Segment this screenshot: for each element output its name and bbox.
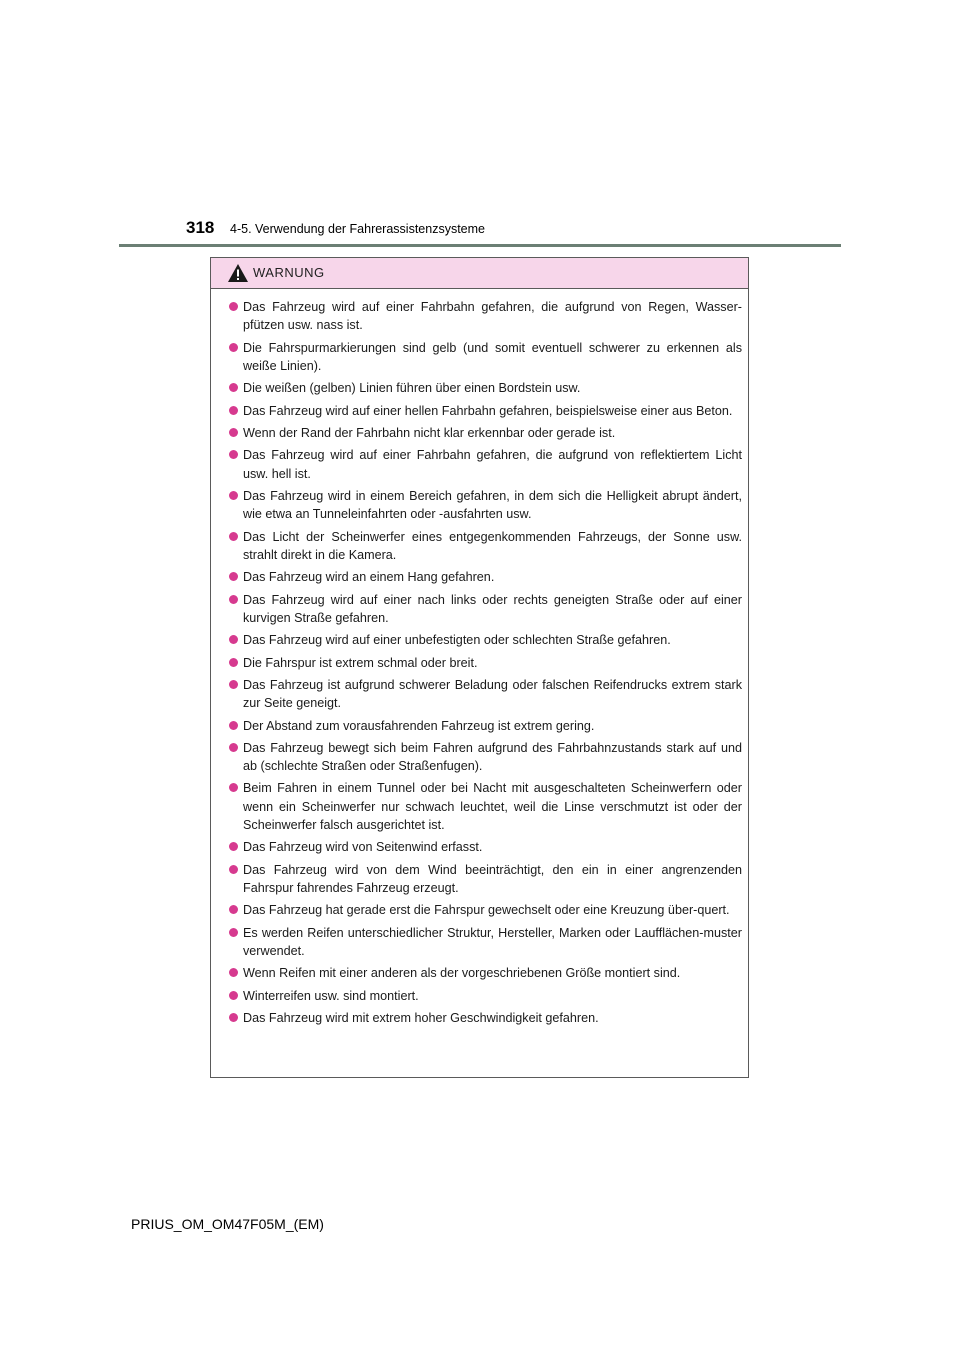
warning-item-text: Winterreifen usw. sind montiert. (243, 988, 419, 1003)
warning-item (229, 487, 742, 523)
warning-item-text: Das Fahrzeug wird auf einer nach links oder rechts geneigten Straße oder auf einer kurvigen Straße gefahren. (243, 592, 742, 625)
bullet-icon (229, 406, 238, 415)
warning-item (229, 676, 742, 712)
warning-item (229, 654, 742, 672)
warning-item-list (211, 289, 748, 1027)
warning-item-text: Es werden Reifen unterschiedlicher Struktur, Hersteller, Marken oder Laufflächen-muster verwendet. (243, 925, 742, 958)
warning-item-text: Wenn Reifen mit einer anderen als der vorgeschriebenen Größe montiert sind. (243, 966, 681, 981)
warning-item-text: Beim Fahren in einem Tunnel oder bei Nacht mit ausgeschalteten Scheinwerfern oder wenn ein Scheinwerfer nur schwach leuchtet, weil die Linse verschmutzt ist oder der Scheinwerfer falsch ausgerichtet ist. (243, 781, 742, 832)
warning-item-text: Das Fahrzeug wird auf einer unbefestigten oder schlechten Straße gefahren. (243, 633, 671, 648)
bullet-icon (229, 343, 238, 352)
document-code: PRIUS_OM_OM47F05M_(EM) (131, 1216, 324, 1232)
warning-item (229, 631, 742, 649)
bullet-icon (229, 783, 238, 792)
warning-header (211, 258, 748, 289)
warning-item (229, 1009, 742, 1027)
bullet-icon (229, 572, 238, 581)
bullet-icon (229, 302, 238, 311)
warning-item (229, 402, 742, 420)
warning-triangle-icon (227, 263, 249, 283)
warning-item (229, 861, 742, 897)
bullet-icon (229, 721, 238, 730)
bullet-icon (229, 991, 238, 1000)
warning-item (229, 987, 742, 1005)
warning-item (229, 446, 742, 482)
warning-item-text: Das Fahrzeug wird auf einer Fahrbahn gefahren, die aufgrund von reflektiertem Licht usw. hell ist. (243, 448, 742, 481)
warning-label: WARNUNG (253, 265, 325, 280)
bullet-icon (229, 595, 238, 604)
warning-item-text: Das Fahrzeug wird an einem Hang gefahren. (243, 570, 495, 585)
warning-item-text: Das Fahrzeug wird von Seitenwind erfasst. (243, 840, 483, 855)
bullet-icon (229, 968, 238, 977)
warning-item (229, 739, 742, 775)
bullet-icon (229, 428, 238, 437)
warning-item-text: Das Fahrzeug wird auf einer Fahrbahn gefahren, die aufgrund von Regen, Wasser-pfützen usw. nass ist. (243, 300, 742, 333)
warning-item (229, 379, 742, 397)
warning-item (229, 591, 742, 627)
warning-item (229, 924, 742, 960)
bullet-icon (229, 383, 238, 392)
warning-item-text: Die Fahrspur ist extrem schmal oder breit. (243, 655, 478, 670)
warning-item (229, 528, 742, 564)
warning-item-text: Wenn der Rand der Fahrbahn nicht klar erkennbar oder gerade ist. (243, 425, 616, 440)
warning-item-text: Das Fahrzeug bewegt sich beim Fahren aufgrund des Fahrbahnzustands stark auf und ab (schlechte Straßen oder Straßenfugen). (243, 740, 742, 774)
bullet-icon (229, 865, 238, 874)
warning-item (229, 964, 742, 982)
warning-item-text: Das Fahrzeug hat gerade erst die Fahrspur gewechselt oder eine Kreuzung über-quert. (243, 903, 730, 918)
warning-item (229, 779, 742, 834)
bullet-icon (229, 532, 238, 541)
warning-item-text: Das Fahrzeug wird von dem Wind beeinträchtigt, den ein in einer angrenzenden Fahrspur fahrendes Fahrzeug erzeugt. (243, 862, 742, 895)
bullet-icon (229, 680, 238, 689)
warning-item-text: Das Fahrzeug wird in einem Bereich gefahren, in dem sich die Helligkeit abrupt ändert, wie etwa an Tunneleinfahrten oder -ausfahrten usw. (243, 488, 742, 522)
warning-item-text: Das Fahrzeug wird auf einer hellen Fahrbahn gefahren, beispielsweise einer aus Beton. (243, 403, 733, 418)
warning-item-text: Die weißen (gelben) Linien führen über einen Bordstein usw. (243, 381, 581, 396)
page-number: 318 (186, 218, 215, 237)
warning-item-text: Das Licht der Scheinwerfer eines entgegenkommenden Fahrzeugs, der Sonne usw. strahlt direkt in die Kamera. (243, 529, 742, 562)
warning-item-text: Die Fahrspurmarkierungen sind gelb (und somit eventuell schwerer zu erkennen als weiße Linien). (243, 340, 742, 373)
bullet-icon (229, 743, 238, 752)
warning-item (229, 717, 742, 735)
warning-item (229, 424, 742, 442)
warning-item-text: Das Fahrzeug ist aufgrund schwerer Beladung oder falschen Reifendrucks extrem stark zur Seite geneigt. (243, 677, 742, 711)
bullet-icon (229, 905, 238, 914)
bullet-icon (229, 842, 238, 851)
warning-item-text: Das Fahrzeug wird mit extrem hoher Geschwindigkeit gefahren. (243, 1011, 599, 1026)
header-divider (119, 244, 841, 247)
warning-item-text: Der Abstand zum vorausfahrenden Fahrzeug ist extrem gering. (243, 718, 595, 733)
warning-item (229, 901, 742, 919)
bullet-icon (229, 635, 238, 644)
bullet-icon (229, 658, 238, 667)
bullet-icon (229, 1013, 238, 1022)
bullet-icon (229, 450, 238, 459)
bullet-icon (229, 928, 238, 937)
warning-item (229, 838, 742, 856)
warning-item (229, 298, 742, 334)
section-title: 4-5. Verwendung der Fahrerassistenzsysteme (230, 222, 485, 236)
warning-item (229, 339, 742, 375)
warning-item (229, 568, 742, 586)
warning-box (210, 257, 749, 1078)
bullet-icon (229, 491, 238, 500)
